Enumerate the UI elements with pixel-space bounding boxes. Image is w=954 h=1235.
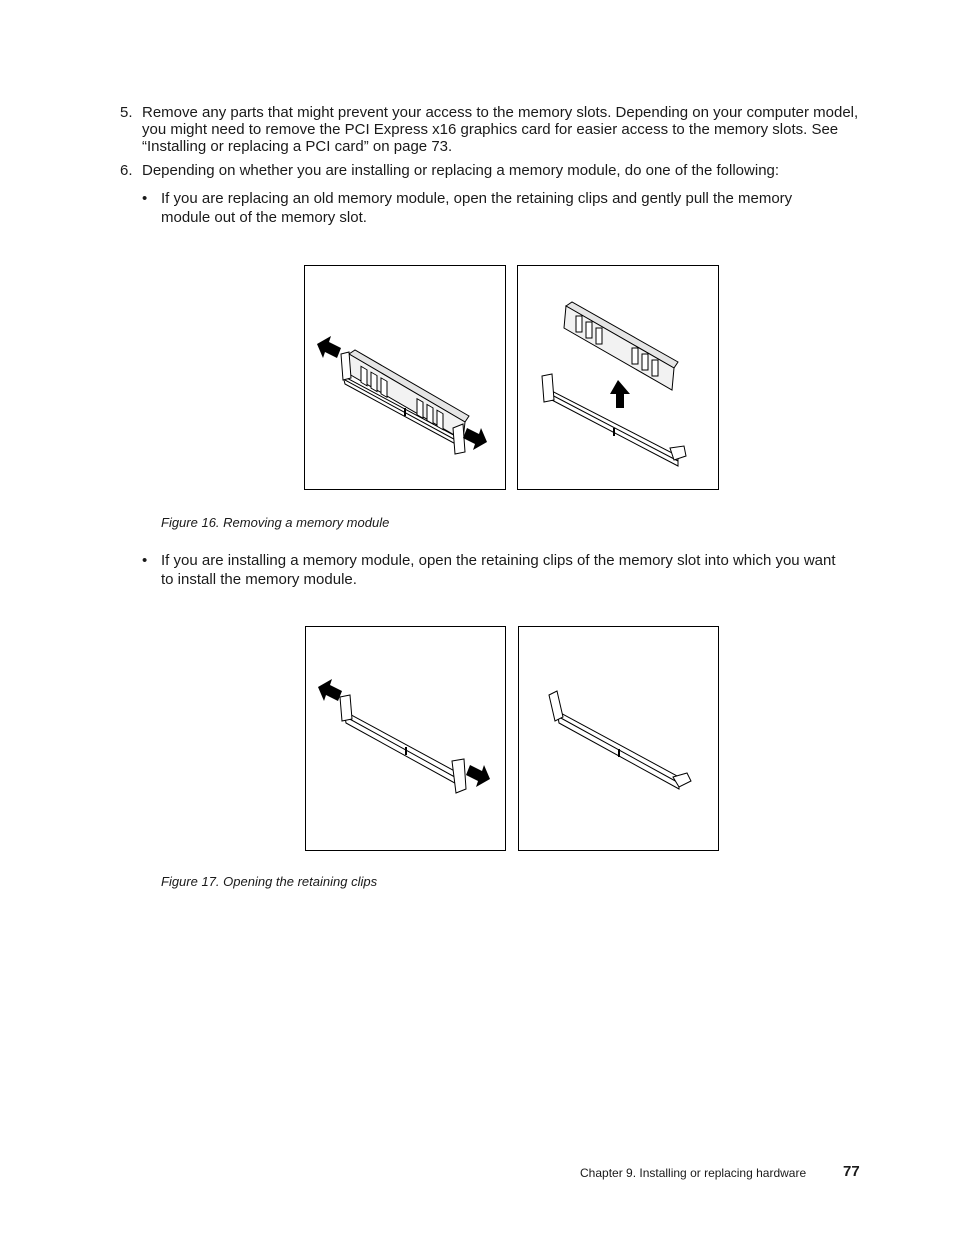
- figure-16-panel-remove-module: [517, 265, 719, 490]
- page-number: 77: [843, 1163, 860, 1180]
- figure-16-caption: Figure 16. Removing a memory module: [161, 515, 390, 530]
- step-number: 6.: [120, 162, 133, 179]
- bullet-installing: [142, 551, 842, 589]
- bullet-text: If you are installing a memory module, open the retaining clips of the memory slot into which you want to install the memory module.: [161, 552, 836, 588]
- figure-17-caption: Figure 17. Opening the retaining clips: [161, 874, 378, 889]
- bullet-mark: •: [142, 190, 148, 207]
- bullet-replacing: [142, 189, 842, 227]
- footer-chapter: Chapter 9. Installing or replacing hardware: [580, 1166, 807, 1180]
- step-text: Remove any parts that might prevent your access to the memory slots. Depending on your computer model, you might need to remove the PCI Express x16 graphics card for easier access to the memory slots. See “Installing or replacing a PCI card” on page 73.: [142, 104, 859, 155]
- bullet-text: If you are replacing an old memory module, open the retaining clips and gently pull the memory module out of the memory slot.: [161, 190, 793, 226]
- step-6: [120, 162, 860, 179]
- figure-16-panel-open-clips: [304, 265, 506, 490]
- step-text: Depending on whether you are installing or replacing a memory module, do one of the following:: [142, 162, 780, 179]
- bullet-mark: •: [142, 552, 148, 569]
- figure-17-panel-clips-opened: [518, 626, 719, 851]
- step-number: 5.: [120, 104, 133, 121]
- figure-17-panel-open-clips: [305, 626, 506, 851]
- step-5: [120, 104, 860, 155]
